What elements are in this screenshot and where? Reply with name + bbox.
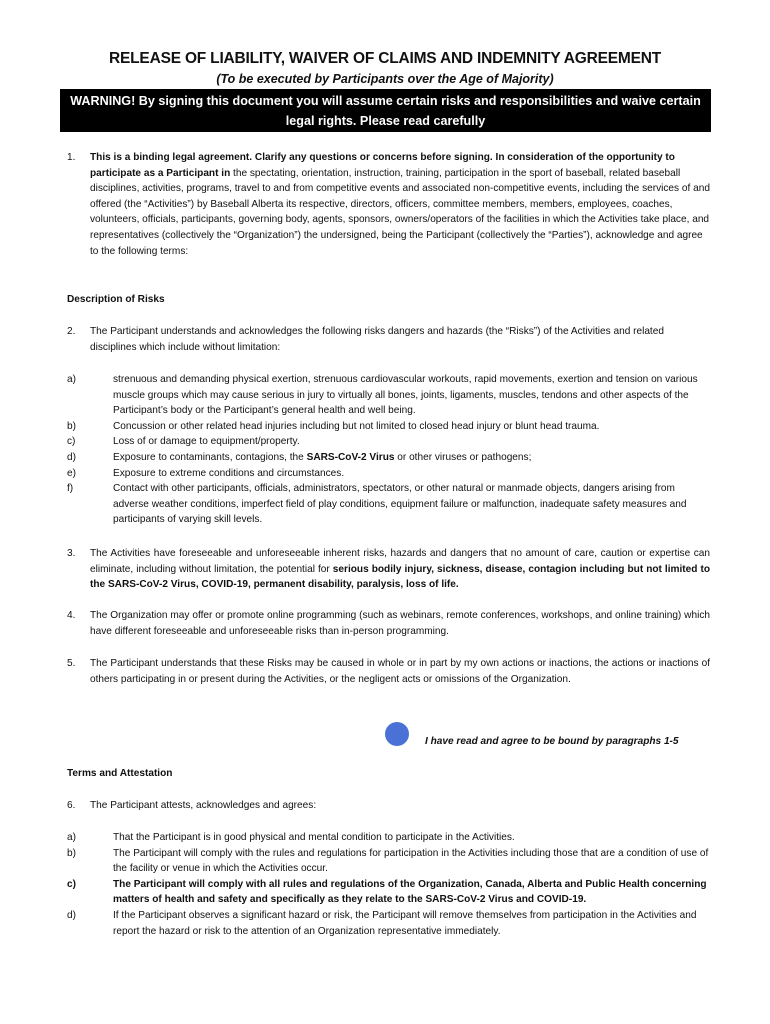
list-item xyxy=(67,846,712,877)
list-item xyxy=(67,372,712,419)
list-item xyxy=(67,434,712,450)
paragraph-5: The Participant understands that these Risks may be caused in whole or in part by my own actions or inactions, the actions or inactions of others participating in or present during the Activities, or the negligent acts or omissions of the Organization. xyxy=(90,658,710,685)
initials-marker[interactable] xyxy=(385,722,409,746)
list-item xyxy=(67,908,712,939)
list-item xyxy=(67,419,712,435)
paragraph-1-text: the spectating, orientation, instruction, training, participation in the sport of baseball, related baseball disciplines, activities, programs, travel to and from competitive events and associated non-competitive events, including the services of and offered (the “Activities”) by Baseball Alberta its respective, directors, officers, committee members, members, employees, coaches, volunteers, officials, participants, governing body, agents, sponsors, owners/operators of the facilities in which the Activities take place, and representatives (collectively the “Organization”) the undersigned, being the Participant (collectively the “Parties”), acknowledge and agree to the following terms: xyxy=(90,167,710,257)
list-text: Exposure to contaminants, contagions, the xyxy=(113,451,307,463)
para-number: 4. xyxy=(67,610,76,621)
para-number: 2. xyxy=(67,326,76,337)
list-text: Contact with other participants, officials, administrators, spectators, or other natural or manmade objects, dangers arising from adverse weather conditions, imperfect field of play conditions, equipment failure or malfunction, inadequate safety measures and participants of varying skill levels. xyxy=(113,483,687,526)
risks-list xyxy=(67,372,712,528)
list-item xyxy=(67,450,712,466)
heading-description-of-risks: Description of Risks xyxy=(67,294,165,305)
list-letter: d) xyxy=(67,451,76,463)
acknowledgement-text: I have read and agree to be bound by paragraphs 1-5 xyxy=(425,736,679,747)
paragraph-1-bold: This is a binding legal agreement. Clarify any questions or concerns before signing. In consideration of the opportunity to participate as a Participant in xyxy=(90,152,675,179)
list-letter: e) xyxy=(67,467,76,479)
para-number: 3. xyxy=(67,548,76,559)
list-text-bold: SARS-CoV-2 Virus xyxy=(306,451,395,463)
list-text-bold: The Participant will comply with all rules and regulations of the Organization, Canada, Alberta and Public Health concerning matters of health and safety and specifically as they relate to the SARS-CoV-2 Virus and COVID-19. xyxy=(113,878,707,906)
paragraph-6: The Participant attests, acknowledges and agrees: xyxy=(90,800,317,811)
list-item xyxy=(67,877,712,908)
terms-list xyxy=(67,830,712,939)
list-text: Loss of or damage to equipment/property. xyxy=(113,436,300,448)
paragraph-1 xyxy=(90,150,710,259)
warning-line-1: WARNING! By signing this document you will assume certain risks and responsibilities and waive certain xyxy=(70,94,701,108)
list-item xyxy=(67,830,712,846)
list-text: strenuous and demanding physical exertion, strenuous cardiovascular workouts, rapid movements, exertion and tension on various muscle groups which may cause serious in jury to virtually all bones, joints, ligaments, muscles, tendons and other aspects of the Participant’s body or the Participant’s general health and well being. xyxy=(113,374,698,417)
paragraph-3-text: The Activities have foreseeable and unforeseeable inherent risks, hazards and dangers that no amount of care, caution or expertise can eliminate, including without limitation, the potential for xyxy=(90,548,710,575)
list-item xyxy=(67,466,712,482)
list-letter: c) xyxy=(67,436,76,448)
paragraph-2: The Participant understands and acknowledges the following risks dangers and hazards (the “Risks”) of the Activities and related disciplines which include without limitation: xyxy=(90,326,664,353)
list-text: Concussion or other related head injuries including but not limited to closed head injury or blunt head trauma. xyxy=(113,420,600,432)
para-number: 6. xyxy=(67,800,76,811)
list-letter: b) xyxy=(67,847,76,859)
document-title: RELEASE OF LIABILITY, WAIVER OF CLAIMS AND INDEMNITY AGREEMENT xyxy=(109,50,661,67)
document-subtitle: (To be executed by Participants over the Age of Majority) xyxy=(216,72,554,86)
list-text: The Participant will comply with the rules and regulations for participation in the Activities including those that are a condition of use of the facility or venue in which the Activities occur. xyxy=(113,847,709,875)
paragraph-3-bold: serious bodily injury, sickness, disease, contagion including but not limited to the SARS-CoV-2 Virus, COVID-19, permanent disability, paralysis, loss of life. xyxy=(90,563,710,591)
list-text: If the Participant observes a significant hazard or risk, the Participant will remove themselves from participation in the Activities and report the hazard or risk to the attention of an Organization representative immediately. xyxy=(113,909,697,937)
list-letter: a) xyxy=(67,374,76,385)
list-letter: f) xyxy=(67,483,74,495)
para-number: 5. xyxy=(67,658,76,669)
list-text-after: or other viruses or pathogens; xyxy=(394,451,532,463)
list-text: Exposure to extreme conditions and circumstances. xyxy=(113,467,345,479)
paragraph-3 xyxy=(90,546,710,593)
list-letter: d) xyxy=(67,909,76,921)
list-letter: b) xyxy=(67,420,76,432)
list-letter: a) xyxy=(67,832,76,843)
list-letter: c) xyxy=(67,878,76,890)
list-item xyxy=(67,481,712,528)
warning-banner xyxy=(60,89,711,132)
heading-terms-and-attestation: Terms and Attestation xyxy=(67,768,173,779)
paragraph-4: The Organization may offer or promote online programming (such as webinars, remote conferences, workshops, and online training) which have different foreseeable and unforeseeable risks than in-person programming. xyxy=(90,610,710,637)
para-number: 1. xyxy=(67,152,76,163)
warning-line-2: legal rights. Please read carefully xyxy=(285,114,486,128)
list-text: That the Participant is in good physical and mental condition to participate in the Activities. xyxy=(113,832,515,843)
